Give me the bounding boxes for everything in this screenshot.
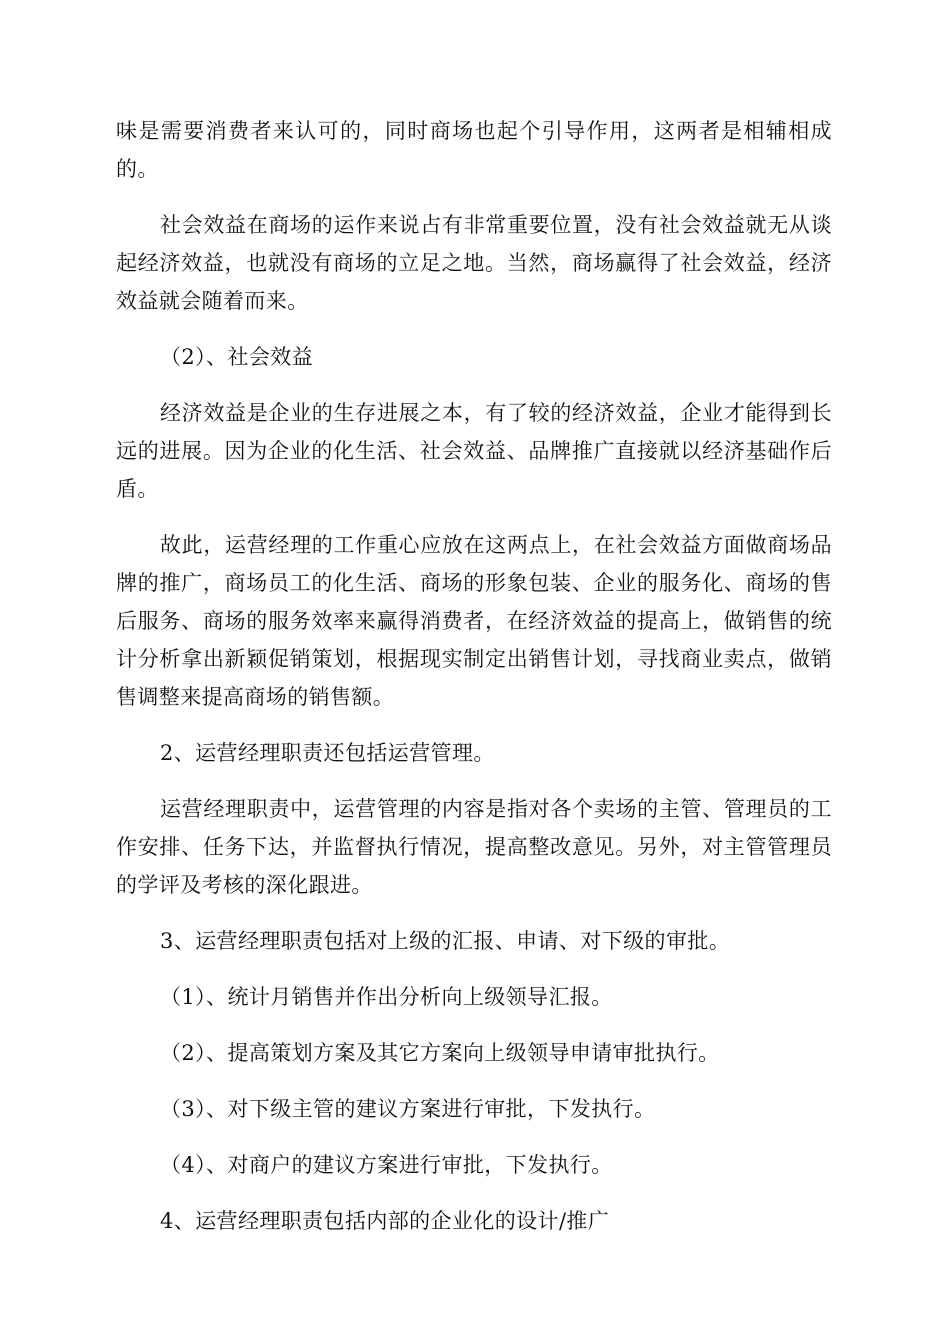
list-item-3: （3）、对下级主管的建议方案进行审批，下发执行。 <box>160 1097 656 1121</box>
document-body <box>116 112 832 1240</box>
paragraph-continuation: 味是需要消费者来认可的，同时商场也起个引导作用，这两者是相辅相成的。 <box>116 119 832 181</box>
paragraph-operations-management: 运营经理职责中，运营管理的内容是指对各个卖场的主管、管理员的工作安排、任务下达，并监督执行情况，提高整改意见。另外，对主管管理员的学评及考核的深化跟进。 <box>116 797 832 897</box>
heading-operations-management: 2、运营经理职责还包括运营管理。 <box>160 741 495 765</box>
list-item-2: （2）、提高策划方案及其它方案向上级领导申请审批执行。 <box>160 1041 720 1065</box>
paragraph-economic-benefit: 经济效益是企业的生存进展之本，有了较的经济效益，企业才能得到长远的进展。因为企业的化生活、社会效益、品牌推广直接就以经济基础作后盾。 <box>116 401 832 501</box>
list-item-4: （4）、对商户的建议方案进行审批，下发执行。 <box>160 1153 613 1177</box>
paragraph-social-benefit-importance: 社会效益在商场的运作来说占有非常重要位置，没有社会效益就无从谈起经济效益，也就没有商场的立足之地。当然，商场赢得了社会效益，经济效益就会随着而来。 <box>116 213 832 313</box>
heading-reporting: 3、运营经理职责包括对上级的汇报、申请、对下级的审批。 <box>160 929 731 953</box>
heading-culture-design: 4、运营经理职责包括内部的企业化的设计/推广 <box>160 1209 610 1233</box>
paragraph-work-focus: 故此，运营经理的工作重心应放在这两点上，在社会效益方面做商场品牌的推广，商场员工的化生活、商场的形象包装、企业的服务化、商场的售后服务、商场的服务效率来赢得消费者，在经济效益的提高上，做销售的统计分析拿出新颖促销策划，根据现实制定出销售计划，寻找商业卖点，做销售调整来提高商场的销售额。 <box>116 533 832 709</box>
heading-social-benefit: （2）、社会效益 <box>160 345 314 369</box>
list-item-1: （1）、统计月销售并作出分析向上级领导汇报。 <box>160 985 613 1009</box>
